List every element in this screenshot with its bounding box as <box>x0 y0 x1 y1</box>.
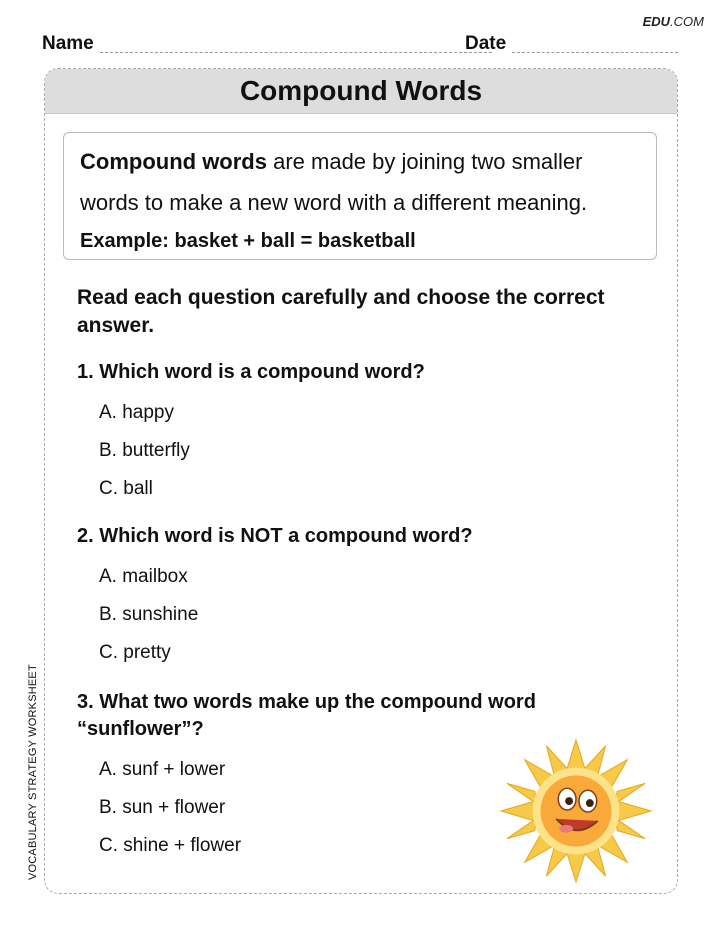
question-2 <box>77 523 637 672</box>
answer-option[interactable]: C. ball <box>99 478 153 499</box>
definition-example: Example: basket + ball = basketball <box>80 230 416 252</box>
date-label: Date <box>465 33 507 54</box>
name-label: Name <box>42 33 94 54</box>
question-text: 1. Which word is a compound word? <box>77 361 425 383</box>
name-date-row <box>42 33 678 55</box>
worksheet <box>44 68 678 894</box>
answer-option[interactable]: B. butterfly <box>99 440 190 461</box>
question-1 <box>77 359 637 508</box>
answer-option[interactable]: C. pretty <box>99 642 171 663</box>
page-title: Compound Words <box>45 69 677 114</box>
side-label: VOCABULARY STRATEGY WORKSHEET <box>27 664 39 880</box>
answer-option[interactable]: B. sunshine <box>99 604 199 625</box>
definition-box <box>63 132 657 260</box>
date-line <box>512 52 678 53</box>
name-line <box>100 52 492 53</box>
brand-logo: EDU.COM <box>642 14 704 29</box>
question-text: 3. What two words make up the compound word “sunflower”? <box>77 691 536 740</box>
answer-option[interactable]: A. mailbox <box>99 566 188 587</box>
answer-option[interactable]: C. shine + flower <box>99 835 242 856</box>
answer-option[interactable]: A. sunf + lower <box>99 759 226 780</box>
answer-option[interactable]: B. sun + flower <box>99 797 226 818</box>
definition-text: Compound words are made by joining two smaller words to make a new word with a different meaning. <box>80 149 588 215</box>
sun-icon <box>497 737 655 885</box>
question-text: 2. Which word is NOT a compound word? <box>77 525 473 547</box>
answer-option[interactable]: A. happy <box>99 402 174 423</box>
instructions: Read each question carefully and choose the correct answer. <box>77 286 605 337</box>
